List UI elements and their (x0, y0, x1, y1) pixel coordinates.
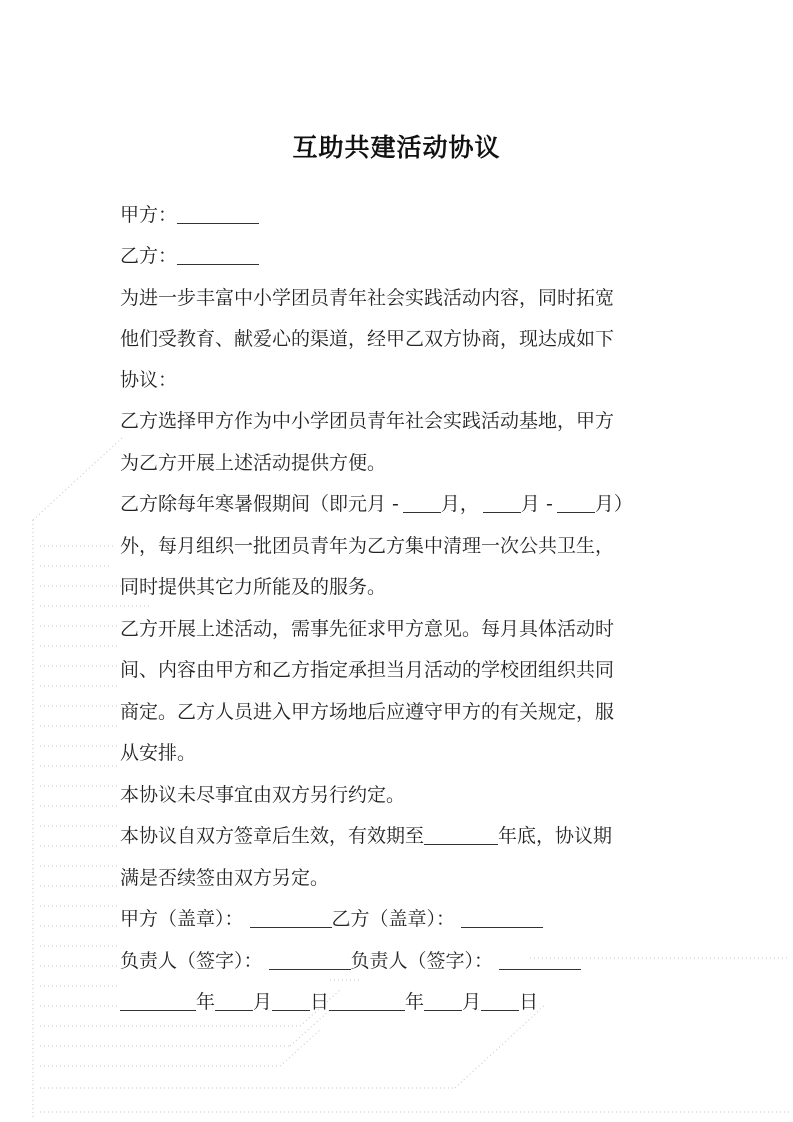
date-b-year-blank[interactable] (329, 990, 405, 1011)
date-line (120, 989, 680, 1015)
date-a-year-blank[interactable] (120, 990, 196, 1011)
date-a-month-label: 月 (253, 991, 273, 1013)
date-a-day-label: 日 (310, 991, 330, 1013)
party-b-line (120, 243, 680, 269)
para6-text-a: 本协议自双方签章后生效，有效期至 (120, 825, 425, 847)
date-a-day-blank[interactable] (272, 990, 310, 1011)
para3-line1 (120, 491, 680, 517)
para1-line2: 他们受教育、献爱心的渠道，经甲乙双方协商，现达成如下 (120, 328, 615, 350)
person-b-label: 负责人（签字）： (350, 950, 494, 972)
para3-text-b: 月， (440, 493, 479, 515)
para6-text-b: 年底，协议期 (498, 825, 613, 847)
date-b-year-label: 年 (405, 991, 425, 1013)
para3-text-d: 月） (594, 493, 633, 515)
para1-line3: 协议： (120, 369, 178, 391)
para5-line: 本协议未尽事宜由双方另行约定。 (120, 784, 406, 806)
party-a-label: 甲方： (120, 204, 178, 226)
party-a-line (120, 202, 680, 228)
person-a-label: 负责人（签字）： (120, 950, 263, 972)
seal-a-label: 甲方（盖章）： (120, 908, 244, 930)
person-a-blank[interactable] (269, 949, 351, 970)
seal-a-blank[interactable] (250, 907, 332, 928)
signature-line (120, 948, 680, 974)
para4-line3: 商定。乙方人员进入甲方场地后应遵守甲方的有关规定，服 (120, 701, 615, 723)
date-a-year-label: 年 (196, 991, 216, 1013)
para4-line1: 乙方开展上述活动，需事先征求甲方意见。每月具体活动时 (120, 618, 615, 640)
para4-line4: 从安排。 (120, 742, 197, 764)
seal-line (120, 906, 680, 932)
para6-line1 (120, 823, 680, 849)
date-b-month-label: 月 (462, 991, 482, 1013)
month-blank-2[interactable] (483, 492, 521, 513)
para4-line2: 间、内容由甲方和乙方指定承担当月活动的学校团组织共同 (120, 659, 615, 681)
para1-line1: 为进一步丰富中小学团员青年社会实践活动内容，同时拓宽 (120, 287, 615, 309)
para6-line2: 满是否续签由双方另定。 (120, 867, 330, 889)
para3-text-a: 乙方除每年寒暑假期间（即元月 - (120, 493, 399, 515)
person-b-blank[interactable] (499, 949, 581, 970)
date-b-month-blank[interactable] (424, 990, 462, 1011)
seal-b-label: 乙方（盖章）： (331, 908, 456, 930)
para2-line2: 为乙方开展上述活动提供方便。 (120, 452, 387, 474)
para3-line3: 同时提供其它力所能及的服务。 (120, 576, 387, 598)
party-b-blank[interactable] (177, 244, 259, 265)
date-b-day-label: 日 (519, 991, 539, 1013)
document-title: 互助共建活动协议 (292, 133, 501, 162)
year-end-blank[interactable] (424, 824, 498, 845)
date-a-month-blank[interactable] (215, 990, 253, 1011)
para3-line2: 外，每月组织一批团员青年为乙方集中清理一次公共卫生， (120, 535, 615, 557)
party-a-blank[interactable] (177, 203, 259, 224)
para2-line1: 乙方选择甲方作为中小学团员青年社会实践活动基地，甲方 (120, 410, 615, 432)
date-b-day-blank[interactable] (481, 990, 519, 1011)
month-blank-3[interactable] (557, 492, 595, 513)
party-b-label: 乙方： (120, 245, 178, 267)
para3-text-c: 月 - (520, 493, 553, 515)
seal-b-blank[interactable] (461, 907, 543, 928)
month-blank-1[interactable] (403, 492, 441, 513)
